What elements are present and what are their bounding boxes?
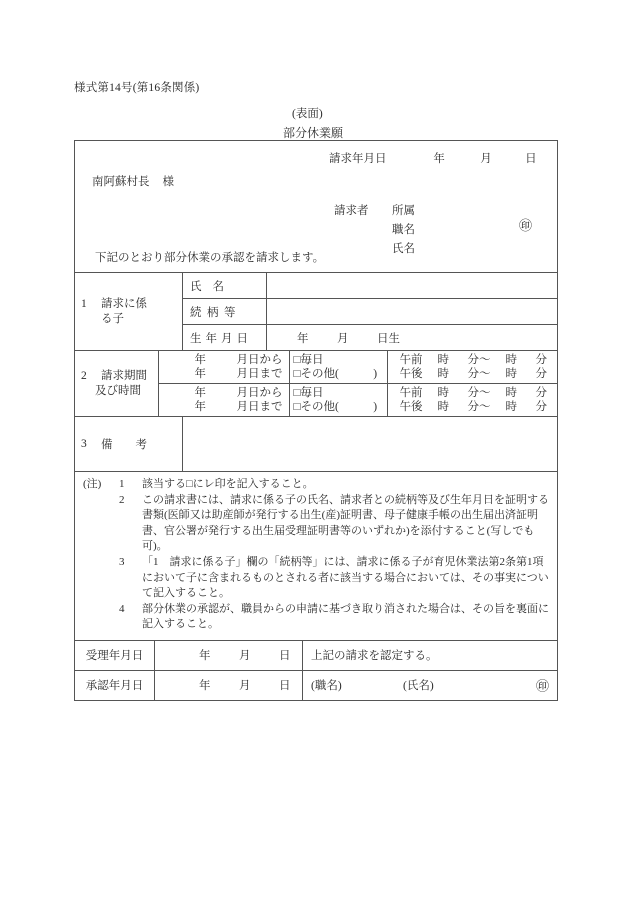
section-1-index: 1 <box>81 297 87 310</box>
approver-jobtitle-field[interactable]: (職名) <box>311 680 342 693</box>
child-name-label-a: 氏 <box>190 280 213 293</box>
note-text: 該当する□にレ印を記入すること。 <box>142 478 314 490</box>
child-relation-label <box>183 304 266 320</box>
section-1-label <box>75 273 182 350</box>
time-pm-hour-to[interactable]: 時 <box>505 368 517 380</box>
receipt-month[interactable]: 月 <box>239 650 251 663</box>
time-pm-min-from[interactable]: 分〜 <box>467 401 491 413</box>
child-relation-label-c: 等 <box>224 306 236 319</box>
receipt-day[interactable]: 日 <box>279 650 291 663</box>
period-dates <box>159 351 289 383</box>
request-date-month[interactable]: 月 <box>480 153 492 165</box>
period-from-line <box>159 353 283 367</box>
approve-month[interactable]: 月 <box>239 680 251 693</box>
receipt-date-value[interactable] <box>154 641 302 670</box>
period-to-month[interactable]: 月 <box>236 401 248 413</box>
period-from-day[interactable]: 日から <box>248 387 283 399</box>
note-text: 部分休業の承認が、職員からの申請に基づき取り消された場合は、その旨を裏面に記入すること。 <box>142 602 549 631</box>
request-date-day[interactable]: 日 <box>525 153 537 165</box>
checkbox-daily[interactable]: □毎日 <box>293 354 324 366</box>
time-am-hour-to[interactable]: 時 <box>505 387 517 399</box>
form-frame <box>74 140 558 701</box>
notes-block <box>75 471 557 640</box>
time-am-min-from[interactable]: 分〜 <box>467 354 491 366</box>
period-to-day[interactable]: 日まで <box>248 368 283 380</box>
period-frequency-checkboxes <box>289 351 387 383</box>
section-3-remarks <box>75 416 557 471</box>
period-from-year[interactable]: 年 <box>194 387 206 399</box>
approve-date-value[interactable] <box>154 671 302 700</box>
request-date-row <box>329 150 537 166</box>
document-title: 部分休業願 <box>283 126 344 140</box>
approve-date-label: 承認年月日 <box>85 680 144 693</box>
time-am-min-to[interactable]: 分 <box>535 387 547 399</box>
time-pm-hour-from[interactable]: 時 <box>437 368 449 380</box>
note-head-spacer <box>83 602 119 633</box>
child-relation-label-a: 続 <box>190 306 207 319</box>
addressee <box>92 173 174 189</box>
approve-day[interactable]: 日 <box>279 680 291 693</box>
time-am-line <box>400 386 548 400</box>
applicant-field-affiliation[interactable]: 所属 <box>392 205 415 217</box>
time-pm-label: 午後 <box>399 401 423 413</box>
approver-name-field[interactable]: (氏名) <box>403 680 434 693</box>
period-to-line <box>159 400 283 414</box>
applicant-field-jobtitle[interactable]: 職名 <box>392 224 415 236</box>
approval-block <box>75 640 557 700</box>
section-2-label-line1: 請求期間 <box>101 369 147 382</box>
child-name-row <box>183 273 557 298</box>
section-2-index: 2 <box>81 369 87 382</box>
receipt-date-label: 受理年月日 <box>85 650 144 663</box>
time-am-hour-from[interactable]: 時 <box>437 387 449 399</box>
period-from-day[interactable]: 日から <box>248 354 283 366</box>
time-pm-hour-to[interactable]: 時 <box>505 401 517 413</box>
period-to-month[interactable]: 月 <box>236 368 248 380</box>
child-birthdate-label <box>183 330 266 346</box>
note-number: 1 <box>119 478 125 490</box>
child-name-label-b: 名 <box>212 280 224 293</box>
time-pm-hour-from[interactable]: 時 <box>437 401 449 413</box>
period-dates <box>159 384 289 416</box>
receipt-year[interactable]: 年 <box>199 650 211 663</box>
applicant-row-name <box>334 240 452 259</box>
applicant-row-jobtitle <box>334 221 452 240</box>
section-1-label-line1: 請求に係 <box>101 297 147 310</box>
time-pm-min-to[interactable]: 分 <box>535 368 547 380</box>
approve-date-row <box>75 670 557 700</box>
period-row <box>159 383 558 416</box>
receipt-date-row <box>75 641 557 670</box>
time-am-min-from[interactable]: 分〜 <box>467 387 491 399</box>
checkbox-other[interactable]: □その他( ) <box>293 401 378 413</box>
child-relation-row <box>183 298 557 324</box>
time-am-label: 午前 <box>399 354 423 366</box>
period-to-line <box>159 367 283 381</box>
form-code: 様式第14号(第16条関係) <box>74 82 200 94</box>
period-times <box>387 384 558 416</box>
seal-icon: ㊞ <box>519 218 533 233</box>
time-am-hour-to[interactable]: 時 <box>505 354 517 366</box>
child-birth-year[interactable]: 年 <box>297 332 309 345</box>
note-head-spacer <box>83 493 119 555</box>
child-birth-day[interactable]: 日生 <box>377 332 400 345</box>
applicant-field-name[interactable]: 氏名 <box>392 243 415 255</box>
header-block <box>75 141 557 272</box>
child-name-value[interactable] <box>266 273 557 298</box>
period-to-day[interactable]: 日まで <box>248 401 283 413</box>
child-birth-month[interactable]: 月 <box>337 332 349 345</box>
addressee-honorific: 様 <box>162 176 174 188</box>
applicant-label: 請求者 <box>334 205 369 217</box>
certify-statement: 上記の請求を認定する。 <box>302 641 557 670</box>
child-relation-value[interactable] <box>266 299 557 324</box>
time-pm-label: 午後 <box>399 368 423 380</box>
approver-signature-row <box>302 671 557 700</box>
child-birthdate-row <box>183 324 557 350</box>
period-times <box>387 351 558 383</box>
note-item <box>83 493 549 555</box>
section-3-value[interactable] <box>182 417 557 471</box>
applicant-row-affiliation <box>334 202 452 221</box>
lead-statement: 下記のとおり部分休業の承認を請求します。 <box>95 252 325 264</box>
note-text: 「1 請求に係る子」欄の「続柄等」には、請求に係る子が育児休業法第2条第1項において子に含まれるものとされる者に該当する場合においては、その事実について記入すること。 <box>142 555 549 600</box>
note-number: 2 <box>119 493 125 506</box>
section-2-rows <box>158 351 558 416</box>
period-frequency-checkboxes <box>289 384 387 416</box>
note-number: 4 <box>119 602 125 615</box>
time-pm-line <box>400 400 548 414</box>
checkbox-daily[interactable]: □毎日 <box>293 387 324 399</box>
section-2-period <box>75 350 557 416</box>
time-am-line <box>400 353 548 367</box>
period-from-year[interactable]: 年 <box>194 354 206 366</box>
child-name-label <box>183 278 266 294</box>
applicant-block <box>334 202 452 259</box>
approval-seal-icon: ㊞ <box>535 678 549 694</box>
notes-heading: (注) <box>83 478 102 490</box>
time-pm-min-from[interactable]: 分〜 <box>467 368 491 380</box>
period-row <box>159 351 558 383</box>
approve-year[interactable]: 年 <box>199 680 211 693</box>
section-1-label-line2: る子 <box>101 312 124 325</box>
note-item <box>83 477 549 493</box>
section-3-label-text: 備 考 <box>101 439 147 451</box>
child-birthdate-value[interactable] <box>266 325 557 350</box>
note-number: 3 <box>119 555 125 568</box>
addressee-name: 南阿蘇村長 <box>92 176 150 188</box>
child-relation-label-b: 柄 <box>207 306 224 319</box>
period-to-year[interactable]: 年 <box>194 368 206 380</box>
time-am-min-to[interactable]: 分 <box>535 354 547 366</box>
request-date-label: 請求年月日 <box>329 153 387 165</box>
note-text: この請求書には、請求に係る子の氏名、請求者との続柄等及び生年月日を証明する書類(医師又は助産師が発行する出生(産)証明書、母子健康手帳の出生届出済証明書、官公署が発行する出生届受理証明書等のいずれか)を添付すること(写しでも可)。 <box>142 493 549 553</box>
section-2-label <box>75 351 158 416</box>
time-am-label: 午前 <box>399 387 423 399</box>
section-3-label <box>75 417 182 471</box>
time-pm-line <box>400 367 548 381</box>
child-birthdate-label-text: 生年月日 <box>190 332 252 345</box>
note-item <box>83 555 549 602</box>
period-to-year[interactable]: 年 <box>194 401 206 413</box>
page-side-label: (表面) <box>292 108 323 120</box>
time-pm-min-to[interactable]: 分 <box>535 401 547 413</box>
period-from-month[interactable]: 月 <box>236 354 248 366</box>
section-1-rows <box>182 273 557 350</box>
checkbox-other[interactable]: □その他( ) <box>293 368 378 380</box>
section-2-label-line2: 及び時間 <box>95 384 141 397</box>
period-from-line <box>159 386 283 400</box>
period-from-month[interactable]: 月 <box>236 387 248 399</box>
request-date-year[interactable]: 年 <box>433 153 445 165</box>
note-item <box>83 602 549 633</box>
note-head-spacer <box>83 555 119 602</box>
section-1-child <box>75 272 557 350</box>
time-am-hour-from[interactable]: 時 <box>437 354 449 366</box>
section-3-index: 3 <box>81 438 87 450</box>
